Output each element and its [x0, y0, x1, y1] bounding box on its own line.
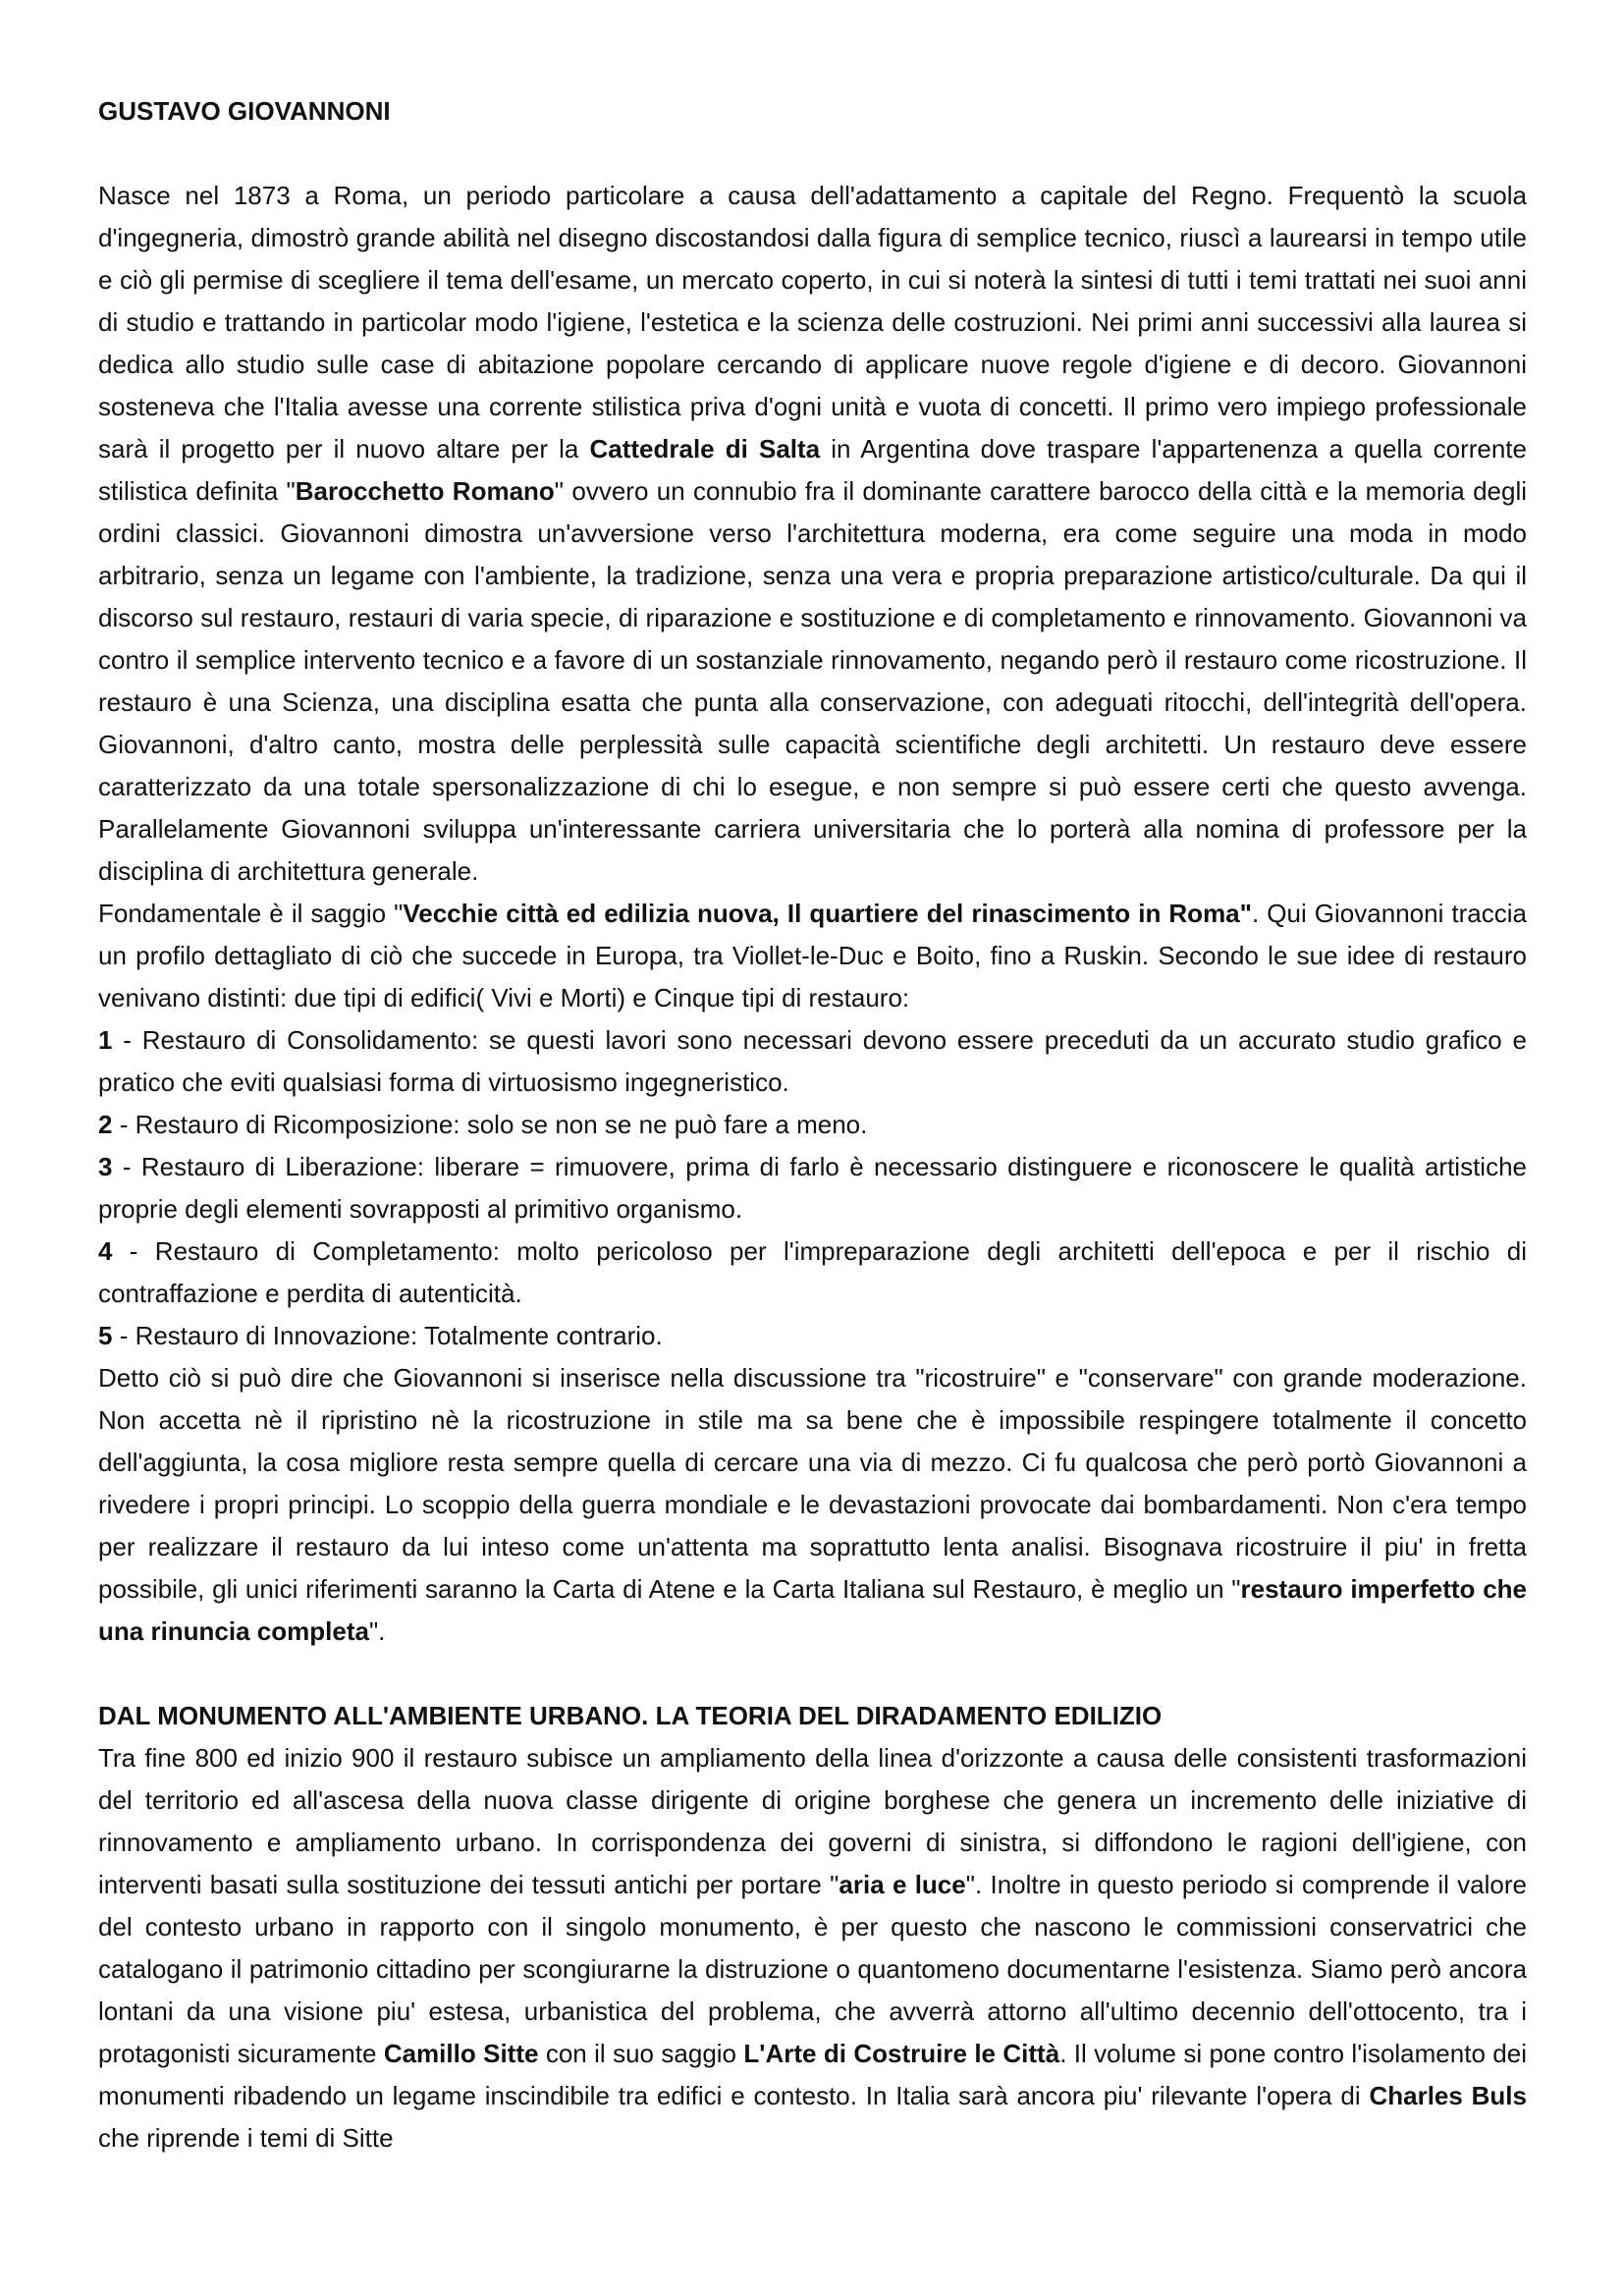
- text: Nasce nel 1873 a Roma, un periodo particolare a causa dell'adattamento a capitale del Regno. Frequentò la scuola d'ingegneria, dimostrò grande abilità nel disegno discostandosi dalla figura di semplice tecnico, riuscì a laurearsi in tempo utile e ciò gli permise di scegliere il tema dell'esame, un mercato coperto, in cui si noterà la sintesi di tutti i temi trattati nei suoi anni di studio e trattando in particolar modo l'igiene, l'estetica e la scienza delle costruzioni. Nei primi anni successivi alla laurea si dedica allo studio sulle case di abitazione popolare cercando di applicare nuove regole d'igiene e di decoro. Giovannoni sosteneva che l'Italia avesse una corrente stilistica priva d'ogni unità e vuota di concetti. Il primo vero impiego professionale sarà il progetto per il nuovo altare per la: [98, 181, 1527, 464]
- bold-text: Camillo Sitte: [383, 2039, 539, 2068]
- bold-text: restauro imperfetto che una rinuncia completa: [98, 1574, 1527, 1646]
- bold-text: L'Arte di Costruire le Città: [743, 2039, 1060, 2068]
- list-text: - Restauro di Liberazione: liberare = rimuovere, prima di farlo è necessario distinguere e riconoscere le qualità artistiche proprie degli elementi sovrapposti al primitivo organismo.: [98, 1152, 1527, 1224]
- text: . Qui Giovannoni traccia un profilo dettagliato di ciò che succede in Europa, tra Viollet-le-Duc e Boito, fino a Ruskin. Secondo le sue idee di restauro venivano distinti: due tipi di edifici( Vivi e Morti) e Cinque tipi di restauro:: [98, 899, 1527, 1012]
- text: con il suo saggio: [538, 2039, 744, 2068]
- paragraph-biography: [98, 175, 1527, 893]
- list-item: [98, 1104, 1527, 1146]
- document-page: [98, 90, 1527, 2159]
- section-title-giovannoni: GUSTAVO GIOVANNONI: [98, 96, 391, 126]
- list-item: [98, 1019, 1527, 1104]
- paragraph-conclusion: [98, 1357, 1527, 1653]
- bold-text: Barocchetto Romano: [295, 476, 555, 506]
- text: Detto ciò si può dire che Giovannoni si inserisce nella discussione tra "ricostruire" e "conservare" con grande moderazione. Non accetta nè il ripristino nè la ricostruzione in stile ma sa bene che è impossibile respingere totalmente il concetto dell'aggiunta, la cosa migliore resta sempre quella di cercare una via di mezzo. Ci fu qualcosa che però portò Giovannoni a rivedere i propri principi. Lo scoppio della guerra mondiale e le devastazioni provocate dai bombardamenti. Non c'era tempo per realizzare il restauro da lui inteso come un'attenta ma soprattutto lenta analisi. Bisognava ricostruire il piu' in fretta possibile, gli unici riferimenti saranno la Carta di Atene e la Carta Italiana sul Restauro, è meglio un ": [98, 1363, 1527, 1604]
- list-text: - Restauro di Completamento: molto pericoloso per l'impreparazione degli architetti dell'epoca e per il rischio di contraffazione e perdita di autenticità.: [98, 1236, 1527, 1308]
- section-title-ambiente-urbano: DAL MONUMENTO ALL'AMBIENTE URBANO. LA TEORIA DEL DIRADAMENTO EDILIZIO: [98, 1701, 1163, 1730]
- list-number: 5: [98, 1321, 113, 1350]
- text: . Il volume si pone contro l'isolamento dei monumenti ribadendo un legame inscindibile tra edifici e contesto. In Italia sarà ancora piu' rilevante l'opera di: [98, 2039, 1527, 2110]
- list-item: [98, 1146, 1527, 1230]
- text: in Argentina dove traspare l'appartenenza a quella corrente stilistica definita ": [98, 434, 1527, 506]
- text: che riprende i temi di Sitte: [98, 2123, 394, 2153]
- list-text: - Restauro di Consolidamento: se questi lavori sono necessari devono essere preceduti da un accurato studio grafico e pratico che eviti qualsiasi forma di virtuosismo ingegneristico.: [98, 1025, 1527, 1097]
- bold-text: Charles Buls: [1369, 2081, 1527, 2110]
- text: " ovvero un connubio fra il dominante carattere barocco della città e la memoria degli ordini classici. Giovannoni dimostra un'avversione verso l'architettura moderna, era come seguire una moda in modo arbitrario, senza un legame con l'ambiente, la tradizione, senza una vera e propria preparazione artistico/culturale. Da qui il discorso sul restauro, restauri di varia specie, di riparazione e sostituzione e di completamento e rinnovamento. Giovannoni va contro il semplice intervento tecnico e a favore di un sostanziale rinnovamento, negando però il restauro come ricostruzione. Il restauro è una Scienza, una disciplina esatta che punta alla conservazione, con adeguati ritocchi, dell'integrità dell'opera. Giovannoni, d'altro canto, mostra delle perplessità sulle capacità scientifiche degli architetti. Un restauro deve essere caratterizzato da una totale spersonalizzazione di chi lo esegue, e non sempre si può essere certi che questo avvenga. Parallelamente Giovannoni sviluppa un'interessante carriera universitaria che lo porterà alla nomina di professore per la disciplina di architettura generale.: [98, 476, 1527, 886]
- bold-text: aria e luce: [839, 1870, 966, 1899]
- text: ".: [368, 1616, 386, 1646]
- text: Tra fine 800 ed inizio 900 il restauro subisce un ampliamento della linea d'orizzonte a causa delle consistenti trasformazioni del territorio ed all'ascesa della nuova classe dirigente di origine borghese che genera un incremento delle iniziative di rinnovamento e ampliamento urbano. In corrispondenza dei governi di sinistra, si diffondono le ragioni dell'igiene, con interventi basati sulla sostituzione dei tessuti antichi per portare ": [98, 1743, 1527, 1899]
- list-number: 1: [98, 1025, 113, 1055]
- text: ". Inoltre in questo periodo si comprende il valore del contesto urbano in rapporto con il singolo monumento, è per questo che nascono le commissioni conservatrici che catalogano il patrimonio cittadino per scongiurarne la distruzione o quantomeno documentarne l'esistenza. Siamo però ancora lontani da una visione piu' estesa, urbanistica del problema, che avverrà attorno all'ultimo decennio dell'ottocento, tra i protagonisti sicuramente: [98, 1870, 1527, 2068]
- bold-text: Cattedrale di Salta: [589, 434, 821, 464]
- bold-text: Vecchie città ed edilizia nuova, Il quartiere del rinascimento in Roma": [403, 899, 1252, 928]
- list-number: 2: [98, 1110, 113, 1139]
- paragraph-ambiente-urbano: [98, 1737, 1527, 2159]
- list-item: [98, 1230, 1527, 1315]
- list-text: - Restauro di Ricomposizione: solo se non se ne può fare a meno.: [112, 1110, 868, 1139]
- text: Fondamentale è il saggio ": [98, 899, 404, 928]
- list-number: 4: [98, 1236, 113, 1266]
- list-item: [98, 1315, 1527, 1357]
- paragraph-saggio: [98, 893, 1527, 1019]
- list-number: 3: [98, 1152, 113, 1181]
- list-text: - Restauro di Innovazione: Totalmente contrario.: [112, 1321, 663, 1350]
